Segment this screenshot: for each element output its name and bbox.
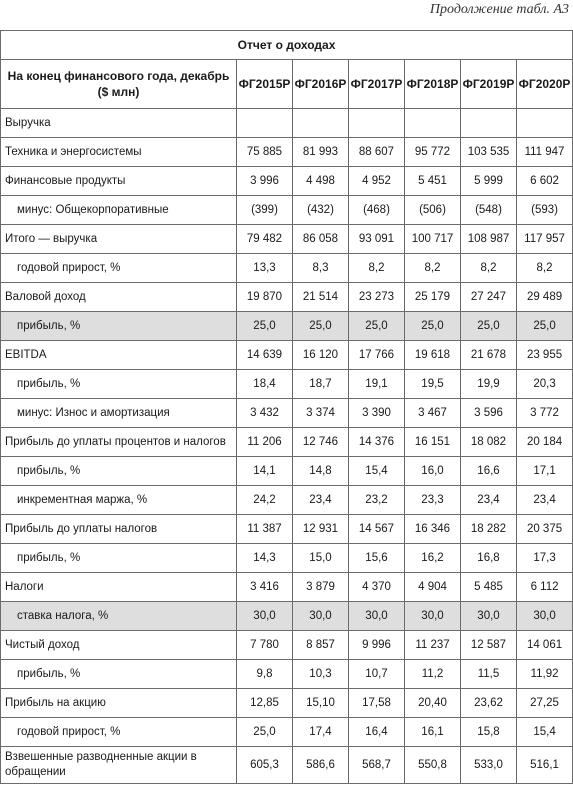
value-cell: 8 857 xyxy=(293,631,349,660)
value-cell: 3 596 xyxy=(461,399,517,428)
value-cell: (506) xyxy=(405,196,461,225)
value-cell: 81 993 xyxy=(293,138,349,167)
value-cell: 11,2 xyxy=(405,660,461,689)
table-row xyxy=(1,399,573,428)
value-cell: (468) xyxy=(349,196,405,225)
value-cell: 18 082 xyxy=(461,428,517,457)
value-cell: 117 957 xyxy=(517,225,573,254)
value-cell: 30,0 xyxy=(517,602,573,631)
value-cell: 14,3 xyxy=(237,544,293,573)
value-cell: 14 061 xyxy=(517,631,573,660)
table-row xyxy=(1,631,573,660)
value-cell: 21 514 xyxy=(293,283,349,312)
value-cell: 18 282 xyxy=(461,515,517,544)
value-cell: 93 091 xyxy=(349,225,405,254)
value-cell: 8,3 xyxy=(293,254,349,283)
row-label: годовой прирост, % xyxy=(1,718,237,747)
table-row xyxy=(1,167,573,196)
value-cell: 5 999 xyxy=(461,167,517,196)
value-cell: 86 058 xyxy=(293,225,349,254)
row-label: ставка налога, % xyxy=(1,602,237,631)
year-header: ФГ2016Р xyxy=(293,60,349,109)
value-cell: 3 772 xyxy=(517,399,573,428)
income-statement-table xyxy=(0,30,573,784)
value-cell: 27 247 xyxy=(461,283,517,312)
value-cell: (432) xyxy=(293,196,349,225)
value-cell: 19 618 xyxy=(405,341,461,370)
value-cell: 19,9 xyxy=(461,370,517,399)
value-cell: 3 996 xyxy=(237,167,293,196)
value-cell: 12 931 xyxy=(293,515,349,544)
value-cell: 4 904 xyxy=(405,573,461,602)
header-label: На конец финансового года, декабрь ($ млн) xyxy=(1,60,237,109)
value-cell: 25,0 xyxy=(293,312,349,341)
row-label: прибыль, % xyxy=(1,660,237,689)
value-cell: 16 151 xyxy=(405,428,461,457)
value-cell: 4 370 xyxy=(349,573,405,602)
value-cell: 23 273 xyxy=(349,283,405,312)
value-cell: 19 870 xyxy=(237,283,293,312)
table-row xyxy=(1,515,573,544)
table-row xyxy=(1,283,573,312)
value-cell: 30,0 xyxy=(461,602,517,631)
value-cell: 550,8 xyxy=(405,747,461,784)
value-cell: (548) xyxy=(461,196,517,225)
value-cell: 12 587 xyxy=(461,631,517,660)
row-label: прибыль, % xyxy=(1,544,237,573)
value-cell: 11 237 xyxy=(405,631,461,660)
value-cell: 568,7 xyxy=(349,747,405,784)
value-cell: 8,2 xyxy=(517,254,573,283)
row-label: Прибыль до уплаты налогов xyxy=(1,515,237,544)
value-cell: 6 112 xyxy=(517,573,573,602)
row-label: прибыль, % xyxy=(1,312,237,341)
value-cell: 79 482 xyxy=(237,225,293,254)
value-cell: 17,3 xyxy=(517,544,573,573)
value-cell: 25,0 xyxy=(349,312,405,341)
table-row xyxy=(1,573,573,602)
table-row xyxy=(1,747,573,784)
table-row xyxy=(1,602,573,631)
value-cell: 29 489 xyxy=(517,283,573,312)
value-cell xyxy=(405,109,461,138)
value-cell: 23 955 xyxy=(517,341,573,370)
value-cell xyxy=(349,109,405,138)
value-cell: 3 879 xyxy=(293,573,349,602)
value-cell: 8,2 xyxy=(349,254,405,283)
value-cell xyxy=(461,109,517,138)
value-cell: 19,1 xyxy=(349,370,405,399)
table-row xyxy=(1,689,573,718)
value-cell: 11,92 xyxy=(517,660,573,689)
row-label: Выручка xyxy=(1,109,237,138)
value-cell: 15,4 xyxy=(517,718,573,747)
value-cell: 18,7 xyxy=(293,370,349,399)
value-cell: 16 120 xyxy=(293,341,349,370)
table-row xyxy=(1,428,573,457)
value-cell: 9 996 xyxy=(349,631,405,660)
value-cell: 4 952 xyxy=(349,167,405,196)
row-label: инкрементная маржа, % xyxy=(1,486,237,515)
value-cell: 18,4 xyxy=(237,370,293,399)
value-cell: 16 346 xyxy=(405,515,461,544)
value-cell: 95 772 xyxy=(405,138,461,167)
row-label: Валовой доход xyxy=(1,283,237,312)
row-label: минус: Износ и амортизация xyxy=(1,399,237,428)
value-cell: 6 602 xyxy=(517,167,573,196)
value-cell: 10,7 xyxy=(349,660,405,689)
value-cell: 23,3 xyxy=(405,486,461,515)
value-cell: 15,0 xyxy=(293,544,349,573)
value-cell: 25,0 xyxy=(461,312,517,341)
value-cell: 25,0 xyxy=(517,312,573,341)
row-label: Прибыль до уплаты процентов и налогов xyxy=(1,428,237,457)
value-cell: 12 746 xyxy=(293,428,349,457)
table-row xyxy=(1,138,573,167)
value-cell: 11 387 xyxy=(237,515,293,544)
value-cell: 14 567 xyxy=(349,515,405,544)
table-row xyxy=(1,196,573,225)
value-cell: 108 987 xyxy=(461,225,517,254)
value-cell: 25 179 xyxy=(405,283,461,312)
value-cell: 14 639 xyxy=(237,341,293,370)
value-cell: 25,0 xyxy=(237,718,293,747)
value-cell: 10,3 xyxy=(293,660,349,689)
value-cell: 16,2 xyxy=(405,544,461,573)
row-label: Налоги xyxy=(1,573,237,602)
row-label: прибыль, % xyxy=(1,457,237,486)
value-cell: 15,6 xyxy=(349,544,405,573)
value-cell: 11,5 xyxy=(461,660,517,689)
value-cell: 533,0 xyxy=(461,747,517,784)
value-cell: 75 885 xyxy=(237,138,293,167)
value-cell: 8,2 xyxy=(461,254,517,283)
value-cell: 15,10 xyxy=(293,689,349,718)
value-cell: 20 184 xyxy=(517,428,573,457)
row-label: Итого — выручка xyxy=(1,225,237,254)
value-cell: 15,4 xyxy=(349,457,405,486)
value-cell: 586,6 xyxy=(293,747,349,784)
value-cell: 16,4 xyxy=(349,718,405,747)
value-cell: 3 374 xyxy=(293,399,349,428)
row-label: годовой прирост, % xyxy=(1,254,237,283)
table-row xyxy=(1,225,573,254)
row-label: минус: Общекорпоративные xyxy=(1,196,237,225)
value-cell: 111 947 xyxy=(517,138,573,167)
row-label: Финансовые продукты xyxy=(1,167,237,196)
year-header: ФГ2017Р xyxy=(349,60,405,109)
value-cell xyxy=(517,109,573,138)
table-row xyxy=(1,254,573,283)
value-cell: 17,1 xyxy=(517,457,573,486)
value-cell: 16,1 xyxy=(405,718,461,747)
value-cell: 3 467 xyxy=(405,399,461,428)
value-cell: 4 498 xyxy=(293,167,349,196)
year-header: ФГ2020Р xyxy=(517,60,573,109)
value-cell: 7 780 xyxy=(237,631,293,660)
value-cell: 88 607 xyxy=(349,138,405,167)
value-cell: 5 451 xyxy=(405,167,461,196)
value-cell: 21 678 xyxy=(461,341,517,370)
table-continuation-caption: Продолжение табл. А3 xyxy=(429,2,569,17)
value-cell xyxy=(237,109,293,138)
value-cell: 9,8 xyxy=(237,660,293,689)
table-row xyxy=(1,370,573,399)
value-cell: 30,0 xyxy=(237,602,293,631)
value-cell: 14,8 xyxy=(293,457,349,486)
value-cell: 3 390 xyxy=(349,399,405,428)
row-label: Прибыль на акцию xyxy=(1,689,237,718)
value-cell: 103 535 xyxy=(461,138,517,167)
value-cell: 23,62 xyxy=(461,689,517,718)
row-label: Чистый доход xyxy=(1,631,237,660)
table-row xyxy=(1,544,573,573)
value-cell: 15,8 xyxy=(461,718,517,747)
table-row xyxy=(1,312,573,341)
value-cell: 23,4 xyxy=(517,486,573,515)
row-label: Взвешенные разводненные акции в обращении xyxy=(1,747,237,784)
value-cell: 14 376 xyxy=(349,428,405,457)
value-cell xyxy=(293,109,349,138)
table-row xyxy=(1,341,573,370)
value-cell: 16,0 xyxy=(405,457,461,486)
value-cell: 20,40 xyxy=(405,689,461,718)
value-cell: 25,0 xyxy=(237,312,293,341)
table-title-row xyxy=(1,31,573,60)
value-cell: 23,4 xyxy=(293,486,349,515)
value-cell: 20,3 xyxy=(517,370,573,399)
value-cell: 19,5 xyxy=(405,370,461,399)
value-cell: 23,4 xyxy=(461,486,517,515)
value-cell: 8,2 xyxy=(405,254,461,283)
row-label: прибыль, % xyxy=(1,370,237,399)
row-label: Техника и энергосистемы xyxy=(1,138,237,167)
value-cell: 5 485 xyxy=(461,573,517,602)
value-cell: 24,2 xyxy=(237,486,293,515)
value-cell: (399) xyxy=(237,196,293,225)
table-header-row xyxy=(1,60,573,109)
table-row xyxy=(1,486,573,515)
year-header: ФГ2019Р xyxy=(461,60,517,109)
value-cell: 20 375 xyxy=(517,515,573,544)
table-row xyxy=(1,660,573,689)
table-row xyxy=(1,718,573,747)
row-label: EBITDA xyxy=(1,341,237,370)
year-header: ФГ2015Р xyxy=(237,60,293,109)
value-cell: 11 206 xyxy=(237,428,293,457)
value-cell: 25,0 xyxy=(405,312,461,341)
year-header: ФГ2018Р xyxy=(405,60,461,109)
value-cell: 3 432 xyxy=(237,399,293,428)
value-cell: 12,85 xyxy=(237,689,293,718)
value-cell: 17 766 xyxy=(349,341,405,370)
value-cell: 17,58 xyxy=(349,689,405,718)
value-cell: 30,0 xyxy=(293,602,349,631)
value-cell: (593) xyxy=(517,196,573,225)
table-row xyxy=(1,109,573,138)
value-cell: 13,3 xyxy=(237,254,293,283)
value-cell: 100 717 xyxy=(405,225,461,254)
value-cell: 3 416 xyxy=(237,573,293,602)
value-cell: 14,1 xyxy=(237,457,293,486)
value-cell: 16,8 xyxy=(461,544,517,573)
table-row xyxy=(1,457,573,486)
value-cell: 605,3 xyxy=(237,747,293,784)
value-cell: 27,25 xyxy=(517,689,573,718)
value-cell: 17,4 xyxy=(293,718,349,747)
value-cell: 30,0 xyxy=(349,602,405,631)
value-cell: 16,6 xyxy=(461,457,517,486)
value-cell: 23,2 xyxy=(349,486,405,515)
table-title: Отчет о доходах xyxy=(1,31,573,60)
value-cell: 516,1 xyxy=(517,747,573,784)
value-cell: 30,0 xyxy=(405,602,461,631)
